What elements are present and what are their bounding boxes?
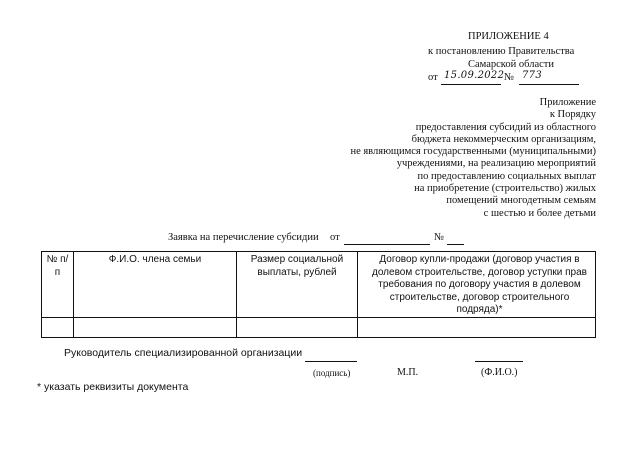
table-row — [42, 317, 596, 337]
order-header — [296, 97, 596, 220]
table-cell[interactable] — [42, 317, 74, 337]
request-number-blank — [447, 232, 464, 245]
order-line: с шестью и более детьми — [483, 207, 596, 219]
request-title: Заявка на перечисление субсидии — [168, 232, 319, 243]
signature-sign-label: (подпись) — [313, 368, 351, 378]
table-cell[interactable] — [358, 317, 596, 337]
order-line: предоставления субсидий из областного — [415, 121, 596, 133]
table-cell[interactable] — [237, 317, 358, 337]
appendix-date-line — [441, 70, 505, 85]
order-line: к Порядку — [549, 109, 596, 121]
signature-name-line — [475, 349, 523, 362]
order-line: не являющимся государственными (муниципальными) — [350, 146, 596, 158]
appendix-line-1: к постановлению Правительства — [428, 46, 575, 57]
signature-sign-line — [305, 349, 357, 362]
signature-text: Руководитель специализированной организации — [64, 347, 303, 359]
col-header-amount: Размер социальной выплаты, рублей — [237, 252, 358, 318]
request-from-label: от — [330, 232, 340, 243]
appendix-line-2: Самарской области — [468, 59, 554, 70]
subsidy-table — [41, 251, 596, 338]
signature-name-label: (Ф.И.О.) — [481, 367, 518, 378]
order-line: по предоставлению социальных выплат — [417, 170, 596, 182]
order-line: бюджета некоммерческим организациям, — [411, 133, 596, 145]
request-number-label: № — [434, 232, 445, 243]
order-line: помещений многодетным семьям — [446, 195, 596, 207]
appendix-date-value: 15.09.2022 — [444, 70, 505, 81]
col-header-name: Ф.И.О. члена семьи — [74, 252, 237, 318]
table-cell[interactable] — [74, 317, 237, 337]
appendix-number-line — [519, 72, 579, 85]
request-date-blank — [344, 232, 430, 245]
col-header-number: № п/п — [42, 252, 74, 318]
signature-stamp-label: М.П. — [397, 367, 419, 378]
appendix-number-value: 773 — [522, 70, 542, 81]
table-header-row — [42, 252, 596, 318]
appendix-title: ПРИЛОЖЕНИЕ 4 — [468, 31, 549, 42]
order-line: на приобретение (строительство) жилых — [414, 183, 596, 195]
appendix-number-prefix: № — [504, 72, 515, 83]
order-line: учреждениями, на реализацию мероприятий — [396, 158, 596, 170]
col-header-contract: Договор купли-продажи (договор участия в долевом строительстве, договор уступки прав требования по договору участия в долевом строительстве, договор строительного подряда)* — [358, 252, 596, 318]
appendix-date-prefix: от — [428, 72, 438, 83]
footnote: * указать реквизиты документа — [37, 381, 189, 393]
order-line: Приложение — [539, 97, 596, 108]
